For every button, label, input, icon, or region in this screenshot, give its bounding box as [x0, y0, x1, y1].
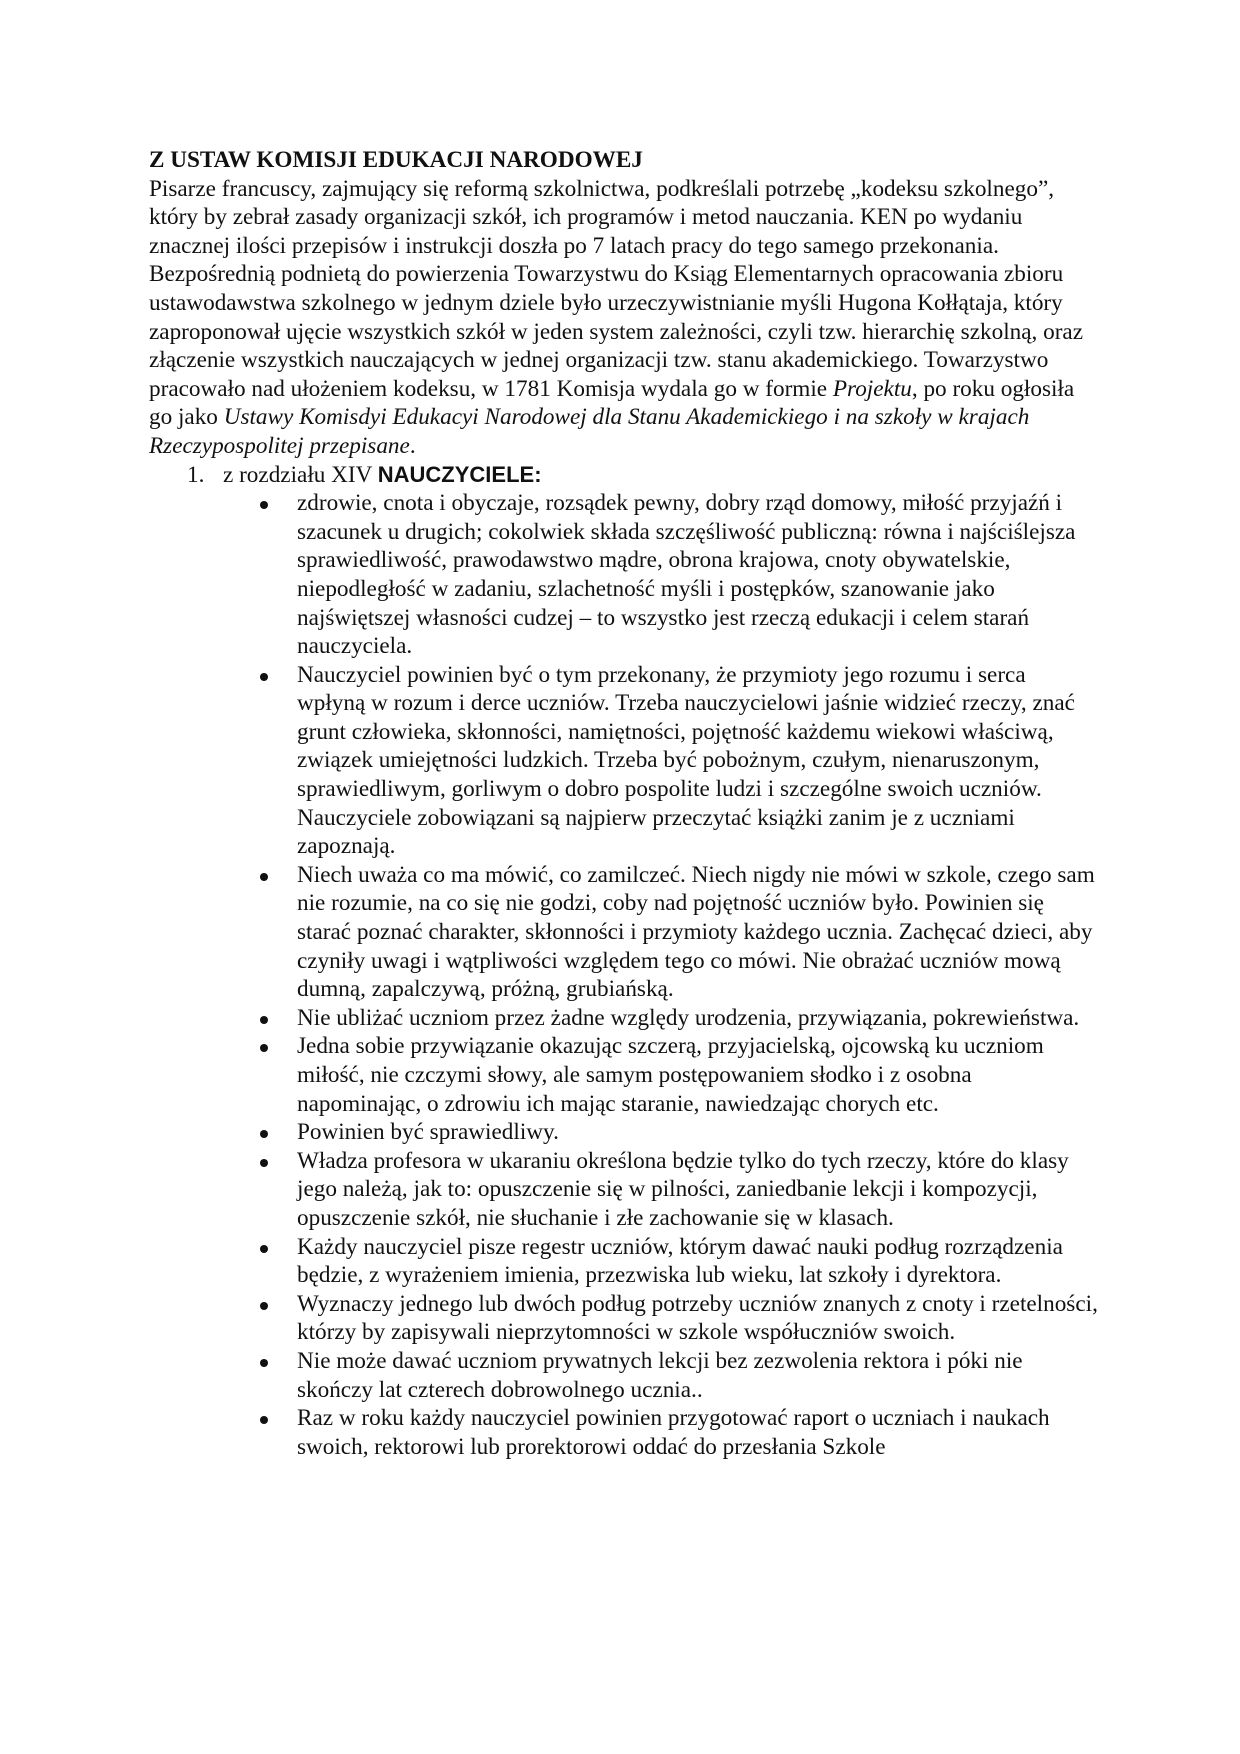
section-nauczyciele: [149, 461, 1099, 1462]
intro-paragraph: [149, 175, 1099, 461]
bullet-icon: [260, 1130, 268, 1138]
list-item: [149, 1004, 1099, 1033]
intro-text-3: .: [409, 432, 416, 459]
list-item: [149, 1233, 1099, 1290]
intro-italic-projektu: Projektu: [832, 375, 912, 402]
section-prefix: z rozdziału XIV: [223, 461, 378, 488]
bullet-list: [149, 489, 1099, 1461]
section-heading: [149, 461, 1099, 490]
bullet-icon: [260, 501, 268, 509]
bullet-icon: [260, 1416, 268, 1424]
list-item-text: Nie ubliżać uczniom przez żadne względy urodzenia, przywiązania, pokrewieństwa.: [297, 1004, 1080, 1031]
bullet-icon: [260, 1159, 268, 1167]
list-item: [149, 1347, 1099, 1404]
intro-text-2: , po roku ogłosiła go jako: [149, 375, 1075, 431]
list-item: [149, 1147, 1099, 1233]
list-item-text: Jedna sobie przywiązanie okazując szczerą, przyjacielską, ojcowską ku uczniom miłość, nie czczymi słowy, ale samym postępowaniem słodko i z osobna napominając, o zdrowiu ich mając staranie, nawiedzając chorych etc.: [297, 1033, 1044, 1117]
bullet-icon: [260, 1245, 268, 1253]
list-item-text: Władza profesora w ukaraniu określona będzie tylko do tych rzeczy, które do klasy jego należą, jak to: opuszczenie się w pilności, zaniedbanie lekcji i kompozycji, opuszczenie szkół, nie słuchanie i złe zachowanie się w klasach.: [297, 1147, 1069, 1231]
bullet-icon: [260, 1044, 268, 1052]
document-title: Z USTAW KOMISJI EDUKACJI NARODOWEJ: [149, 147, 643, 173]
intro-text-1: Pisarze francuscy, zajmujący się reformą szkolnictwa, podkreślali potrzebę „kodeksu szkolnego”, który by zebrał zasady organizacji szkół, ich programów i metod nauczania. KEN po wydaniu znacznej ilości przepisów i instrukcji doszła po 7 latach pracy do tego samego przekonania. Bezpośrednią podnietą do powierzenia Towarzystwu do Ksiąg Elementarnych opracowania zbioru ustawodawstwa szkolnego w jednym dziele było urzeczywistnianie myśli Hugona Kołłątaja, który zaproponował ujęcie wszystkich szkół w jeden system zależności, czyli tzw. hierarchię szkolną, oraz złączenie wszystkich nauczających w jednej organizacji tzw. stanu akademickiego. Towarzystwo pracowało nad ułożeniem kodeksu, w 1781 Komisja wydala go w formie: [149, 175, 1084, 402]
list-item: [149, 1032, 1099, 1118]
bullet-icon: [260, 1359, 268, 1367]
list-item-text: Niech uważa co ma mówić, co zamilczeć. Niech nigdy nie mówi w szkole, czego sam nie rozumie, na co się nie godzi, coby nad pojętność uczniów było. Powinien się starać poznać charakter, skłonności i przymioty każdego ucznia. Zachęcać dzieci, aby czyniły uwagi i wątpliwości względem tego co mówi. Nie obrażać uczniów mową dumną, zapalczywą, próżną, grubiańską.: [297, 861, 1095, 1003]
list-item-text: Wyznaczy jednego lub dwóch podług potrzeby uczniów znanych z cnoty i rzetelności, którzy by zapisywali nieprzytomności w szkole współuczniów swoich.: [297, 1290, 1098, 1346]
bullet-icon: [260, 673, 268, 681]
list-item: [149, 489, 1099, 661]
list-item-text: zdrowie, cnota i obyczaje, rozsądek pewny, dobry rząd domowy, miłość przyjaźń i szacunek u drugich; cokolwiek składa szczęśliwość publiczną: równa i najściślejsza sprawiedliwość, prawodawstwo mądre, obrona krajowa, cnoty obywatelskie, niepodległość w zadaniu, szlachetność myśli i postępków, szanowanie jako najświętszej własności cudzej – to wszystko jest rzeczą edukacji i celem starań nauczyciela.: [297, 490, 1076, 660]
list-item-text: Każdy nauczyciel pisze regestr uczniów, którym dawać nauki podług rozrządzenia będzie, z wyrażeniem imienia, przezwiska lub wieku, lat szkoły i dyrektora.: [297, 1233, 1063, 1289]
list-item: [149, 1118, 1099, 1147]
list-item: [149, 1404, 1099, 1461]
document-page: [149, 146, 1099, 1461]
list-item-text: Powinien być sprawiedliwy.: [297, 1119, 559, 1146]
bullet-icon: [260, 1302, 268, 1310]
bullet-icon: [260, 1016, 268, 1024]
list-item: [149, 861, 1099, 1004]
intro-italic-ustawy: Ustawy Komisdyi Edukacyi Narodowej dla Stanu Akademickiego i na szkoły w krajach Rzeczypospolitej przepisane: [149, 404, 1030, 459]
list-item-text: Nie może dawać uczniom prywatnych lekcji bez zezwolenia rektora i póki nie skończy lat czterech dobrowolnego ucznia..: [297, 1347, 1023, 1403]
list-item-text: Nauczyciel powinien być o tym przekonany, że przymioty jego rozumu i serca wpłyną w rozum i derce uczniów. Trzeba nauczycielowi jaśnie widzieć rzeczy, znać grunt człowieka, skłonności, namiętności, pojętność każdemu wiekowi właściwą, związek umiejętności ludzkich. Trzeba być pobożnym, czułym, nienaruszonym, sprawiedliwym, gorliwym o dobro pospolite ludzi i szczególne swoich uczniów. Nauczyciele zobowiązani są najpierw przeczytać książki zanim je z uczniami zapoznają.: [297, 661, 1075, 860]
list-item: [149, 1290, 1099, 1347]
section-number: 1.: [187, 461, 205, 488]
section-title: NAUCZYCIELE:: [377, 461, 542, 487]
list-item: [149, 661, 1099, 861]
bullet-icon: [260, 873, 268, 881]
list-item-text: Raz w roku każdy nauczyciel powinien przygotować raport o uczniach i naukach swoich, rektorowi lub prorektorowi oddać do przesłania Szkole: [297, 1405, 1050, 1460]
